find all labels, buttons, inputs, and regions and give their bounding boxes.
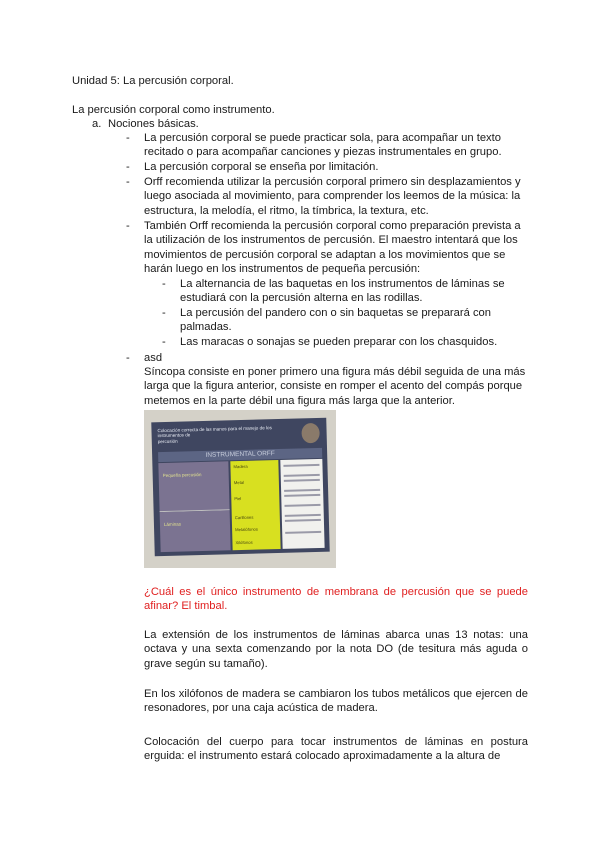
slide-instrument: Madera — [233, 463, 248, 470]
text-line: La alternancia de las baquetas en los instrumentos de láminas se — [180, 278, 505, 290]
text-line: También Orff recomienda la percusión corporal como preparación prevista a — [144, 220, 521, 232]
text-line: Las maracas o sonajas se pueden preparar con los chasquidos. — [180, 336, 498, 348]
slide-photo — [144, 410, 336, 568]
university-seal — [301, 423, 320, 443]
text-line: movimientos de percusión corporal se adaptan a los movimientos que se — [144, 248, 506, 261]
sub-bullet-marker: - — [162, 278, 166, 290]
bullet-text — [144, 175, 528, 218]
bullet-marker: - — [126, 352, 130, 364]
text-line: Orff recomienda utilizar la percusión corporal primero sin desplazamientos y — [144, 176, 521, 188]
slide-yellow-column — [230, 460, 280, 550]
slide-instrument: Xilófonos — [235, 539, 253, 546]
paragraph-posture: Colocación del cuerpo para tocar instrumentos de láminas en postura erguida: el instrumento estará colocado aproximadamente a la altura de — [144, 736, 528, 763]
text-line: recitado o para acompañar canciones y piezas instrumentales en grupo. — [144, 146, 502, 159]
sub-bullet-text — [180, 306, 528, 335]
bullet-text — [144, 160, 528, 174]
text-line: la utilización de los instrumentos de percusión. El maestro intentará que los — [144, 234, 518, 247]
highlighted-question: ¿Cuál es el único instrumento de membrana de percusión que se puede afinar? El timbal. — [144, 586, 528, 613]
text-line: La percusión corporal se puede practicar sola, para acompañar un texto — [144, 132, 501, 144]
sub-bullet-text — [180, 335, 528, 349]
bullet-text — [144, 219, 528, 276]
bullet-text — [144, 131, 528, 160]
slide-heading-line: percusión — [157, 438, 178, 444]
projected-slide — [151, 418, 329, 557]
syncopa-paragraph — [144, 365, 528, 408]
slide-group-cell — [160, 510, 231, 552]
slide-table-header: INSTRUMENTAL ORFF — [158, 448, 322, 462]
slide-heading — [157, 425, 277, 444]
text-line: palmadas. — [180, 321, 232, 334]
slide-instrument: Carillones — [234, 514, 254, 521]
slide-group-label: Pequeña percusión — [162, 472, 202, 479]
text-line: La percusión corporal se enseña por limitación. — [144, 161, 379, 173]
subsection-marker: a. — [92, 118, 102, 130]
slide-group-cell — [158, 461, 229, 512]
subsection-label: Nociones básicas. — [108, 118, 199, 130]
sub-bullet-marker: - — [162, 307, 166, 319]
text-line: harán luego en los instrumentos de pequeña percusión: — [144, 262, 421, 275]
text-line: larga que la figura anterior, consiste en romper el acento del compás porque — [144, 380, 523, 393]
slide-group-label: Láminas — [163, 521, 182, 528]
bullet-text: asd — [144, 352, 163, 364]
text-line: luego asociada al movimiento, para comprender los leemos de la música: la — [144, 190, 521, 203]
slide-instrument: Metalófonos — [235, 526, 258, 533]
bullet-marker: - — [126, 220, 130, 232]
slide-heading-line: Colocación correcta de las manos para el manejo de los — [157, 425, 272, 434]
slide-instrument: Metal — [233, 479, 245, 486]
paragraph-lamina-range: La extensión de los instrumentos de láminas abarca unas 13 notas: una octava y una sexta comenzando por la nota DO (de tesitura más aguda o grave según su tamaño). — [144, 629, 528, 670]
text-line: Síncopa consiste en poner primero una figura más débil seguida de una más — [144, 366, 526, 378]
text-line: estudiará con la percusión alterna en las rodillas. — [180, 292, 423, 305]
sub-bullet-marker: - — [162, 336, 166, 348]
unit-title: Unidad 5: La percusión corporal. — [72, 75, 234, 87]
bullet-marker: - — [126, 161, 130, 173]
text-line: estructura, la melodía, el ritmo, la tímbrica, la textura, etc. — [144, 204, 429, 217]
sub-bullet-text — [180, 277, 528, 306]
bullet-marker: - — [126, 132, 130, 144]
slide-notes-column — [280, 459, 324, 549]
text-line: La percusión del pandero con o sin baquetas se preparará con — [180, 307, 491, 319]
slide-heading-line: instrumentos de — [157, 432, 191, 439]
slide-instrument: Piel — [234, 495, 242, 502]
paragraph-xylophones: En los xilófonos de madera se cambiaron los tubos metálicos que ejercen de resonadores, por una caja acústica de madera. — [144, 688, 528, 715]
section-title: La percusión corporal como instrumento. — [72, 104, 275, 116]
text-line: metemos en la parte débil una figura más larga que la anterior. — [144, 394, 455, 407]
bullet-marker: - — [126, 176, 130, 188]
